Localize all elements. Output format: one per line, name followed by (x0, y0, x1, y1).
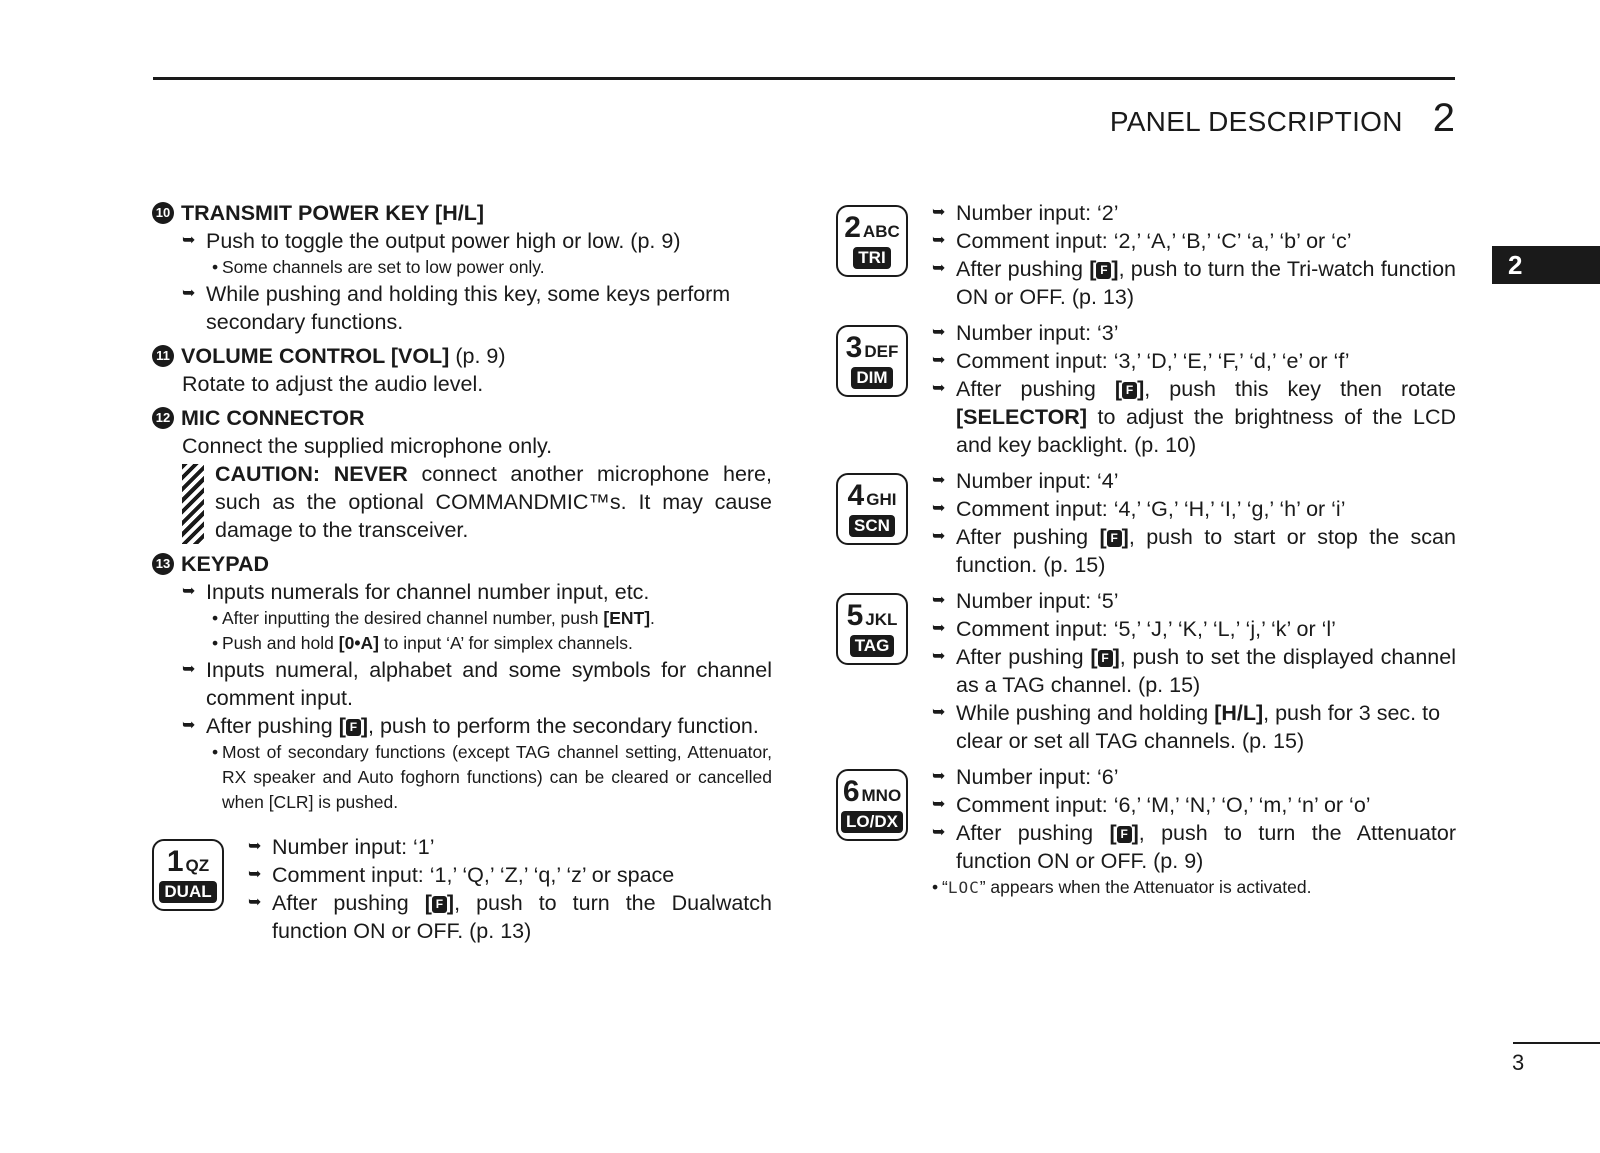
bullet: ➥ Comment input: ‘1,’ ‘Q,’ ‘Z,’ ‘q,’ ‘z’ or space (248, 863, 675, 887)
key-secondary-label: TAG (850, 635, 895, 657)
bullet: ➥ Number input: ‘2’ (932, 201, 1119, 225)
bullet: ➥ After pushing [ F ], push to set the displayed channel as a TAG channel. (p. 15) (932, 645, 1456, 697)
bullet: ➥ Number input: ‘4’ (932, 469, 1119, 493)
key-4-description (836, 467, 1456, 579)
arrow-right-icon: ➥ (932, 232, 946, 249)
bullet: ➥ Comment input: ‘5,’ ‘J,’ ‘K,’ ‘L,’ ‘j,’ ‘k’ or ‘l’ (932, 617, 1336, 641)
bullet: ➥ After pushing [ F ], push to perform the secondary function. (182, 714, 759, 738)
caution-hatch-icon (182, 464, 204, 544)
bullet: ➥ After pushing [ F ], push to start or stop the scan function. (p. 15) (932, 525, 1456, 577)
bullet: ➥ Number input: ‘6’ (932, 765, 1119, 789)
arrow-right-icon: ➥ (248, 866, 262, 883)
arrow-right-icon: ➥ (932, 204, 946, 221)
keypad-key-5: 5 JKL TAG (836, 593, 908, 665)
section-mic-connector (152, 404, 772, 544)
item-number-11: 11 (152, 345, 174, 367)
bullet: ➥ After pushing [ F ], push this key then rotate [SELECTOR] to adjust the brightness of the LCD and key backlight. (p. 10) (932, 377, 1456, 457)
f-key-icon: F (1096, 262, 1111, 279)
sub-bullet: • After inputting the desired channel number, push [ENT]. (212, 608, 655, 628)
bullet: ➥ Number input: ‘1’ (248, 835, 435, 859)
section-volume-control (152, 342, 772, 398)
caution-note (152, 460, 772, 544)
item-title: TRANSMIT POWER KEY [H/L] (181, 201, 484, 225)
f-key-icon: F (1122, 382, 1137, 399)
top-rule (153, 77, 1455, 80)
bullet: ➥ While pushing and holding this key, some keys perform secondary functions. (182, 282, 731, 334)
bullet: ➥ After pushing [ F ], push to turn the Dualwatch function ON or OFF. (p. 13) (248, 891, 772, 943)
keypad-key-3: 3 DEF DIM (836, 325, 908, 397)
arrow-right-icon: ➥ (932, 380, 946, 397)
arrow-right-icon: ➥ (932, 500, 946, 517)
sub-bullet: • “LOC” appears when the Attenuator is activated. (932, 877, 1312, 897)
bullet: ➥ After pushing [ F ], push to turn the Attenuator function ON or OFF. (p. 9) (932, 821, 1456, 873)
bullet: ➥ Comment input: ‘2,’ ‘A,’ ‘B,’ ‘C’ ‘a,’ ‘b’ or ‘c’ (932, 229, 1352, 253)
page-header (1110, 96, 1455, 141)
arrow-right-icon: ➥ (932, 620, 946, 637)
f-key-icon: F (346, 719, 361, 736)
bullet: ➥ Number input: ‘5’ (932, 589, 1119, 613)
arrow-right-icon: ➥ (248, 838, 262, 855)
bullet: ➥ Comment input: ‘4,’ ‘G,’ ‘H,’ ‘I,’ ‘g,’ ‘h’ or ‘i’ (932, 497, 1346, 521)
arrow-right-icon: ➥ (182, 232, 196, 249)
item-number-13: 13 (152, 553, 174, 575)
keypad-key-4: 4 GHI SCN (836, 473, 908, 545)
section-keypad (152, 550, 772, 815)
f-key-icon: F (1117, 826, 1132, 843)
bullet: ➥ Inputs numerals for channel number input, etc. (182, 580, 650, 604)
key-6-description (836, 763, 1456, 900)
bullet: ➥ After pushing [ F ], push to turn the Tri-watch function ON or OFF. (p. 13) (932, 257, 1456, 309)
arrow-right-icon: ➥ (182, 661, 196, 678)
arrow-right-icon: ➥ (932, 592, 946, 609)
bullet: ➥ Comment input: ‘3,’ ‘D,’ ‘E,’ ‘F,’ ‘d,’ ‘e’ or ‘f’ (932, 349, 1350, 373)
f-key-icon: F (1098, 650, 1113, 667)
arrow-right-icon: ➥ (932, 260, 946, 277)
caution-label: CAUTION: NEVER (215, 462, 408, 486)
key-secondary-label: LO/DX (841, 811, 903, 833)
arrow-right-icon: ➥ (932, 472, 946, 489)
left-column (152, 199, 772, 953)
bullet: ➥ Comment input: ‘6,’ ‘M,’ ‘N,’ ‘O,’ ‘m,’ ‘n’ or ‘o’ (932, 793, 1371, 817)
bullet: ➥ Inputs numeral, alphabet and some symbols for channel comment input. (182, 658, 772, 710)
section-transmit-power-key (152, 199, 772, 336)
arrow-right-icon: ➥ (932, 324, 946, 341)
f-key-icon: F (432, 896, 447, 913)
key-secondary-label: TRI (853, 247, 890, 269)
sub-bullet: • Most of secondary functions (except TAG channel setting, Attenuator, RX speaker and Auto foghorn functions) can be cleared or cancelled when [CLR] is pushed. (212, 742, 772, 812)
page-ref: (p. 9) (455, 344, 506, 368)
keypad-key-6: 6 MNO LO/DX (836, 769, 908, 841)
chapter-number: 2 (1432, 96, 1455, 140)
arrow-right-icon: ➥ (182, 285, 196, 302)
keypad-key-2: 2 ABC TRI (836, 205, 908, 277)
item-number-10: 10 (152, 202, 174, 224)
key-1-description (152, 833, 772, 945)
arrow-right-icon: ➥ (248, 894, 262, 911)
sub-bullet: • Push and hold [0•A] to input ‘A’ for simplex channels. (212, 633, 633, 653)
page-number: 3 (1512, 1050, 1525, 1075)
arrow-right-icon: ➥ (182, 583, 196, 600)
arrow-right-icon: ➥ (932, 528, 946, 545)
arrow-right-icon: ➥ (182, 717, 196, 734)
key-5-description (836, 587, 1456, 755)
right-column (836, 199, 1456, 908)
arrow-right-icon: ➥ (932, 796, 946, 813)
caution-text: connect another microphone here, such as the optional COMMANDMIC™s. It may cause damage to the transceiver. (215, 462, 772, 542)
key-3-description (836, 319, 1456, 459)
keypad-key-1: 1 QZ DUAL (152, 839, 224, 911)
key-secondary-label: SCN (849, 515, 895, 537)
lcd-indicator: LOC (947, 878, 980, 897)
item-text: Rotate to adjust the audio level. (182, 372, 484, 396)
arrow-right-icon: ➥ (932, 824, 946, 841)
bullet: ➥ While pushing and holding [H/L], push for 3 sec. to clear or set all TAG channels. (p. 15) (932, 701, 1441, 753)
bullet: ➥ Number input: ‘3’ (932, 321, 1119, 345)
arrow-right-icon: ➥ (932, 704, 946, 721)
f-key-icon: F (1107, 530, 1122, 547)
key-2-description (836, 199, 1456, 311)
arrow-right-icon: ➥ (932, 648, 946, 665)
arrow-right-icon: ➥ (932, 768, 946, 785)
chapter-tab: 2 (1492, 246, 1600, 284)
item-title: MIC CONNECTOR (181, 406, 365, 430)
arrow-right-icon: ➥ (932, 352, 946, 369)
item-title: KEYPAD (181, 552, 270, 576)
section-title: PANEL DESCRIPTION (1109, 106, 1403, 137)
item-text: Connect the supplied microphone only. (182, 434, 553, 458)
sub-bullet: • Some channels are set to low power only. (212, 257, 545, 277)
item-title: VOLUME CONTROL [VOL] (181, 344, 450, 368)
key-secondary-label: DUAL (159, 881, 216, 903)
item-number-12: 12 (152, 407, 174, 429)
key-secondary-label: DIM (851, 367, 892, 389)
bullet: ➥ Push to toggle the output power high or low. (p. 9) (182, 229, 681, 253)
footer-rule (1513, 1042, 1600, 1044)
